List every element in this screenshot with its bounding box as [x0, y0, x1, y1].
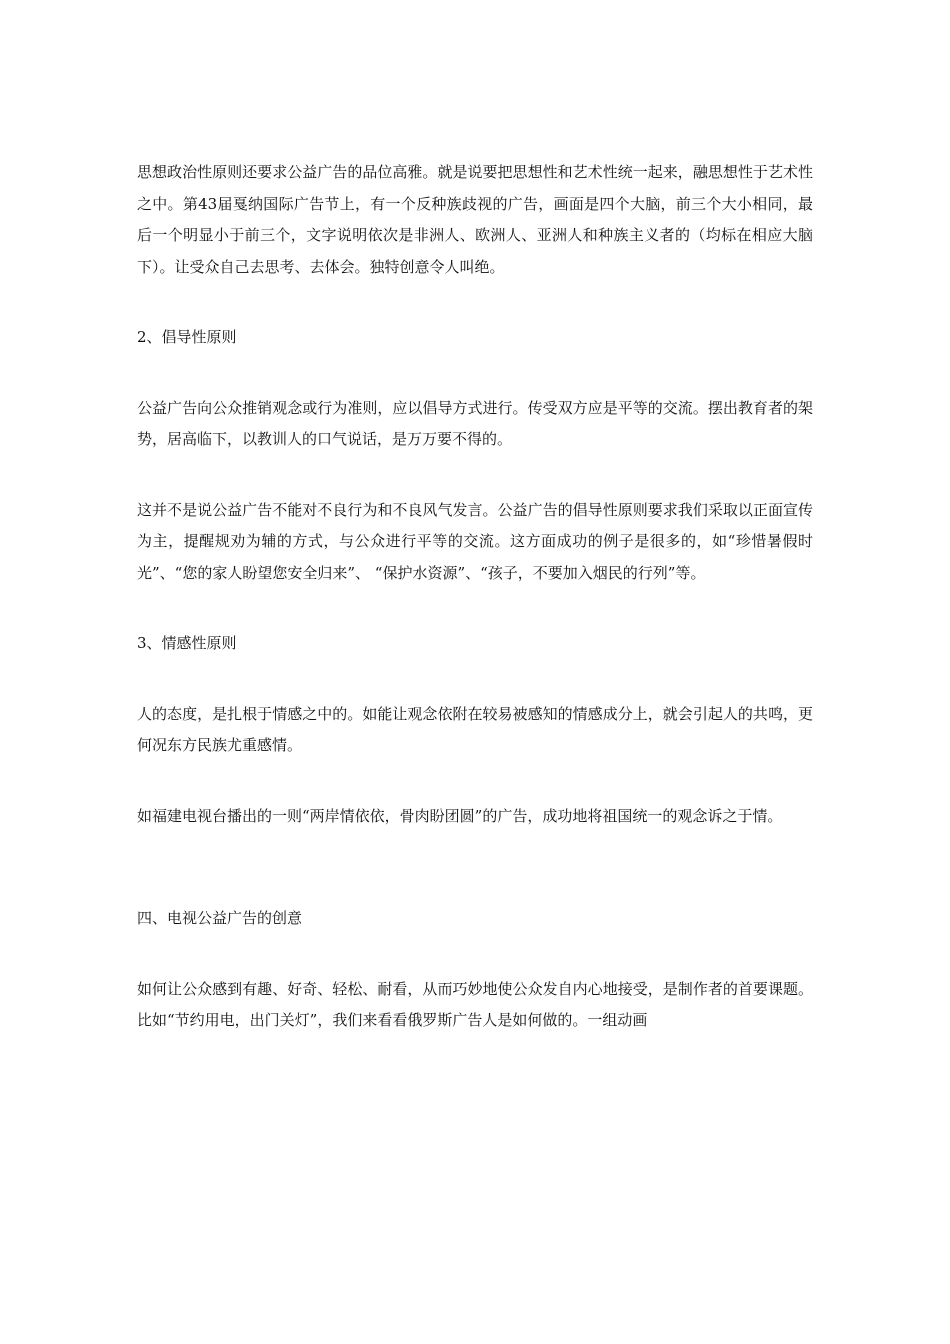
paragraph-ideological-principle: 思想政治性原则还要求公益广告的品位高雅。就是说要把思想性和艺术性统一起来，融思想性于艺术性之中。第43届戛纳国际广告节上，有一个反种族歧视的广告，画面是四个大脑，前三个大小相同，最后一个明显小于前三个，文字说明依次是非洲人、欧洲人、亚洲人和种族主义者的（均标在相应大脑下）。让受众自己去思考、去体会。独特创意令人叫绝。 [137, 163, 813, 276]
section-heading-tv-ad-creativity: 四、电视公益广告的创意 [137, 909, 303, 927]
paragraph-emotional-attitude: 人的态度，是扎根于情感之中的。如能让观念依附在较易被感知的情感成分上，就会引起人的共鸣，更何况东方民族尤重感情。 [137, 704, 813, 754]
section-heading-advocacy-principle: 2、倡导性原则 [137, 328, 237, 346]
paragraph-advocacy-examples: 这并不是说公益广告不能对不良行为和不良风气发言。公益广告的倡导性原则要求我们采取以正面宣传为主，提醒规劝为辅的方式，与公众进行平等的交流。这方面成功的例子是很多的，如“珍惜暑假时光”、“您的家人盼望您安全归来”、 “保护水资源”、“孩子，不要加入烟民的行列”等。 [137, 500, 813, 582]
paragraph-advocacy-method: 公益广告向公众推销观念或行为准则，应以倡导方式进行。传受双方应是平等的交流。摆出教育者的架势，居高临下，以教训人的口气说话，是万万要不得的。 [137, 398, 813, 448]
document-body [137, 157, 813, 1037]
paragraph-creativity-intro: 如何让公众感到有趣、好奇、轻松、耐看，从而巧妙地使公众发自内心地接受，是制作者的首要课题。比如“节约用电，出门关灯”，我们来看看俄罗斯广告人是如何做的。一组动画 [137, 979, 813, 1029]
paragraph-fujian-tv-example: 如福建电视台播出的一则“两岸情依依，骨肉盼团圆”的广告，成功地将祖国统一的观念诉之于情。 [137, 806, 783, 825]
section-heading-emotional-principle: 3、情感性原则 [137, 634, 237, 652]
